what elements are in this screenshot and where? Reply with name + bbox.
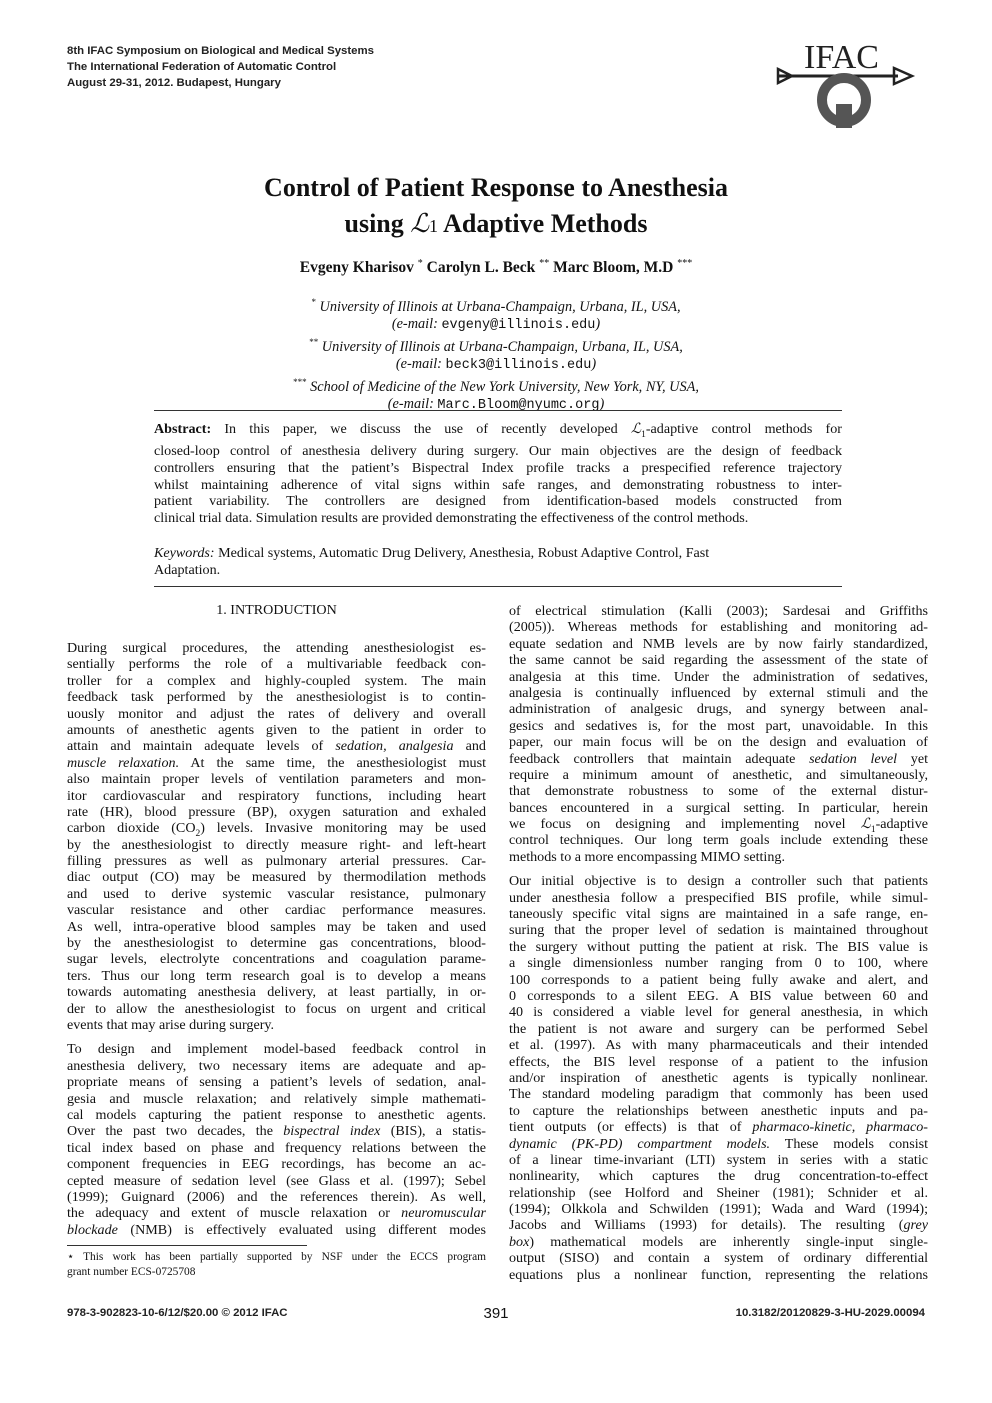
- author-name: Evgeny Kharisov: [299, 259, 414, 277]
- abstract-text: In this paper, we discuss the use of recently developed: [224, 421, 618, 437]
- body-line: gesia and muscle relaxation; and relatively simple mathemati-: [67, 1090, 486, 1107]
- emphasis-text: dynamic (PK-PD) compartment models.: [509, 1135, 771, 1152]
- affiliation-line: [0, 294, 992, 316]
- title-text: using: [344, 209, 404, 238]
- abstract-line: [154, 421, 842, 443]
- body-line: (1994); Olkkola and Schwilden (1991); Wada and Ward (1994);: [509, 1201, 928, 1218]
- body-line: uously monitor and adjust the rates of delivery and overall: [67, 705, 486, 722]
- author-email[interactable]: beck3@illinois.edu: [445, 358, 592, 374]
- emphasis-text: sedation, analgesia: [335, 738, 454, 755]
- math-subscript: 1: [429, 216, 438, 236]
- abstract-line: clinical trial data. Simulation results are provided demonstrating the effectiveness of the control methods.: [154, 509, 749, 526]
- body-line: To design and implement model-based feedback control in: [67, 1041, 486, 1058]
- body-line: During surgical procedures, the attending anesthesiologist es-: [67, 640, 486, 656]
- body-text: At the same time, the anesthesiologist must: [190, 754, 486, 771]
- body-line: 0 corresponds to a silent EEG. A BIS value between 60 and: [509, 987, 928, 1004]
- keywords: [154, 545, 842, 578]
- abstract-line: whilst maintaining adherence of vital signs within safe ranges, and demonstrating robustness to inter-: [154, 476, 842, 493]
- affiliation-line: [0, 334, 992, 356]
- body-line: cepted measure of sedation level (see Glass et al. (1997); Sebel: [67, 1172, 486, 1189]
- body-text: carbon dioxide (CO: [67, 820, 196, 837]
- abstract-label: Abstract:: [154, 421, 212, 437]
- body-text: These models consist: [784, 1135, 929, 1152]
- body-line: by the anesthesiologist to determine gas concentrations, blood-: [67, 935, 486, 952]
- conference-header-line: August 29-31, 2012. Budapest, Hungary: [67, 77, 281, 89]
- body-text: attain and maintain adequate levels of: [67, 738, 324, 755]
- affiliation-institution: School of Medicine of the New York University, New York, NY, USA,: [310, 379, 699, 396]
- footnote-text: This work has been partially supported by NSF under the ECCS program: [83, 1251, 486, 1263]
- body-line: cal models capturing the patient response to anesthetic agents.: [67, 1106, 486, 1123]
- body-line: itor cardiovascular and respiratory functions, including heart: [67, 787, 486, 804]
- body-text: Jacobs and Williams (1993) for details). The resulting (: [509, 1217, 904, 1234]
- body-text: ) mathematical models are inherently single-input single-: [529, 1233, 928, 1250]
- body-line: propriate means of sensing a patient’s levels of sedation, anal-: [67, 1074, 486, 1091]
- body-line: rate (HR), blood pressure (BP), oxygen saturation and exhaled: [67, 803, 486, 820]
- footnote-line: [67, 1250, 486, 1265]
- keywords-label: Keywords:: [154, 545, 215, 561]
- body-line: vascular resistance and other cardiac performance measures.: [67, 902, 486, 919]
- body-line: a single dimensionless number ranging from 0 to 100, where: [509, 955, 928, 972]
- affiliation-mark: **: [309, 337, 319, 348]
- affiliations: [0, 294, 992, 415]
- email-label: (e-mail:: [387, 396, 434, 413]
- math-symbol-L: ℒ: [410, 209, 429, 239]
- body-line: Our initial objective is to design a controller such that patients: [509, 873, 928, 890]
- author-email[interactable]: evgeny@illinois.edu: [441, 317, 596, 333]
- body-line: effects, the BIS level response of a patient to the infusion: [509, 1053, 928, 1070]
- body-line: control techniques. Our long term goals include extending these: [509, 832, 928, 849]
- emphasis-text: pharmaco-kinetic, pharmaco-: [752, 1119, 928, 1136]
- body-line: 40 is considered a viable level for general anesthesia, in which: [509, 1004, 928, 1021]
- body-line: nonlinearity, which captures the drug concentration-to-effect: [509, 1168, 928, 1185]
- email-label: (e-mail:: [391, 315, 438, 332]
- body-line: gesics and sedatives is, for the most part, unavoidable. In this: [509, 717, 928, 734]
- math-subscript: 1: [870, 824, 876, 835]
- author-mark: ***: [677, 258, 693, 269]
- author-name: Carolyn L. Beck: [426, 259, 536, 277]
- body-line: (1999); Guignard (2006) and the references therein). As well,: [67, 1188, 486, 1205]
- email-label: (e-mail:: [395, 356, 442, 373]
- body-line: [509, 1234, 928, 1250]
- abstract-text: -adaptive control methods for: [645, 421, 842, 437]
- body-line: der to allow the anesthesiologist to focus on urgent and critical: [67, 1000, 486, 1017]
- ifac-logo-text: IFAC: [804, 39, 879, 76]
- author-email[interactable]: Marc.Bloom@nyumc.org: [437, 398, 600, 414]
- body-line: the patient is not aware and surgery can be performed Sebel: [509, 1020, 928, 1037]
- abstract-line: patient variability. The controllers are designed from identification-based models constructed from: [154, 493, 842, 510]
- body-line: As well, intra-operative blood samples may be taken and used: [67, 918, 486, 935]
- conference-header-line: The International Federation of Automatic Control: [67, 61, 337, 73]
- body-text: (BIS), a statis-: [390, 1123, 486, 1140]
- body-line: equate sedation and NMB levels are by now fairly standardized,: [509, 635, 928, 652]
- math-symbol-L: ℒ: [860, 816, 871, 833]
- body-line: sugar levels, electrolyte concentrations and coagulation parame-: [67, 951, 486, 968]
- body-line: [67, 755, 486, 771]
- body-line: the same cannot be said regarding the assessment of the state of: [509, 652, 928, 669]
- footer-doi[interactable]: 10.3182/20120829-3-HU-2029.00094: [735, 1307, 925, 1319]
- body-line: of a linear time-invariant (LTI) system in series with a static: [509, 1151, 928, 1168]
- body-text: (NMB) is effectively evaluated using different modes: [130, 1221, 486, 1238]
- body-line: and used to derive systemic vascular resistance, pulmonary: [67, 885, 486, 902]
- math-subscript: 1: [641, 429, 646, 440]
- body-line: equations plus a nonlinear function, representing the relations: [509, 1266, 928, 1283]
- body-line: (2005)). Whereas methods for establishing and monitoring ad-: [509, 619, 928, 636]
- affiliation-email-line: [0, 316, 992, 334]
- footnote-rule: [67, 1245, 307, 1246]
- title-text: Adaptive Methods: [443, 209, 648, 238]
- paper-title: [0, 170, 992, 244]
- body-line: amounts of anesthetic agents given to the patient in order to: [67, 721, 486, 738]
- body-line: the surgery without putting the patient at risk. The BIS value is: [509, 938, 928, 955]
- body-line: et al. (1997). As with many pharmaceuticals and their intended: [509, 1037, 928, 1054]
- footnote: [67, 1250, 486, 1280]
- body-line: paper, our main focus will be on the design and evaluation of: [509, 734, 928, 751]
- conference-header: [67, 43, 374, 91]
- chem-subscript: 2: [195, 829, 201, 840]
- body-line: tical index based on phase and frequency relations between the: [67, 1139, 486, 1156]
- abstract-line: controllers ensuring that the patient’s Bispectral Index profile tracks a prespecified reference trajectory: [154, 460, 842, 476]
- author-mark: *: [417, 258, 423, 269]
- body-text: we focus on designing and implementing novel: [509, 816, 846, 833]
- body-line: administration of analgesic drugs, and synergy between anal-: [509, 701, 928, 718]
- emphasis-text: blockade: [67, 1221, 118, 1238]
- emphasis-text: muscle relaxation.: [67, 754, 180, 771]
- affiliation-institution: University of Illinois at Urbana-Champaign, Urbana, IL, USA,: [319, 298, 681, 315]
- body-line: ters. Thus our long term research goal is to develop a means: [67, 967, 486, 984]
- keywords-line: Adaptation.: [154, 561, 221, 578]
- body-text: Over the past two decades, the: [67, 1123, 273, 1140]
- body-line: towards automating anesthesia delivery, at least partially, in or-: [67, 984, 486, 1001]
- body-line: bances encountered in a surgical setting. In particular, herein: [509, 799, 928, 816]
- body-line: that demonstrate robustness to some of the external distur-: [509, 783, 928, 800]
- left-column: [67, 640, 486, 1238]
- author-name: Marc Bloom, M.D: [553, 259, 674, 277]
- footer-isbn: 978-3-902823-10-6/12/$20.00 © 2012 IFAC: [67, 1307, 288, 1319]
- body-line: require a minimum amount of anesthetic, and simultaneously,: [509, 766, 928, 783]
- body-line: 100 corresponds to a patient being fully awake and alert, and: [509, 971, 928, 988]
- title-line-2: [0, 206, 992, 244]
- keywords-line: [154, 545, 842, 562]
- emphasis-text: neuromuscular: [401, 1205, 486, 1222]
- emphasis-text: sedation level: [809, 750, 898, 767]
- body-line: [509, 816, 928, 835]
- body-line: [509, 751, 928, 767]
- body-line: anesthesia delivery, two necessary items are adequate and ap-: [67, 1057, 486, 1074]
- body-text: feedback controllers that maintain adequate: [509, 750, 796, 767]
- body-line: sentially performs the role of a multivariable feedback con-: [67, 656, 486, 673]
- body-line: also maintain proper levels of ventilation parameters and mon-: [67, 771, 486, 788]
- affiliation-mark: ***: [293, 377, 307, 388]
- affiliation-email-line: [0, 356, 992, 374]
- right-column: [509, 603, 928, 1283]
- body-line: by the anesthesiologist to directly measure right- and left-heart: [67, 836, 486, 853]
- body-text: and: [465, 738, 486, 755]
- abstract-top-rule: [154, 410, 842, 411]
- emphasis-text: box: [509, 1233, 530, 1250]
- footnote-mark: ⋆: [67, 1251, 75, 1263]
- body-text: tient outputs (or effects) is that of: [509, 1119, 742, 1136]
- body-line: feedback task performed by the anesthesiologist is to contin-: [67, 689, 486, 706]
- keywords-bottom-rule: [154, 586, 842, 587]
- author-list: [0, 258, 992, 277]
- body-line: [509, 1119, 928, 1135]
- body-line: [509, 1217, 928, 1233]
- body-line: relationship (see Holford and Sheiner (1981); Schnider et al.: [509, 1184, 928, 1201]
- body-line: under anesthesia follow a prespecified BIS profile, while simul-: [509, 889, 928, 906]
- ifac-logo: [774, 38, 924, 130]
- body-line: [509, 1136, 928, 1152]
- email-close: ): [595, 315, 601, 332]
- math-symbol-L: ℒ: [630, 421, 642, 437]
- body-line: of electrical stimulation (Kalli (2003); Sardesai and Griffiths: [509, 603, 928, 619]
- body-line: analgesia at this time. Under the administration of sedatives,: [509, 668, 928, 685]
- affiliation-email-line: [0, 396, 992, 414]
- affiliation-line: [0, 374, 992, 396]
- affiliation-mark: *: [311, 297, 316, 307]
- body-line: [67, 1123, 486, 1139]
- page-number: 391: [483, 1305, 509, 1322]
- abstract: [154, 421, 842, 526]
- body-line: to capture the relationships between anesthetic inputs and pa-: [509, 1102, 928, 1119]
- author-mark: **: [539, 258, 550, 269]
- body-line: output (SISO) and contain a system of ordinary differential: [509, 1250, 928, 1267]
- body-text: the adequacy and extent of muscle relaxation or: [67, 1205, 391, 1222]
- body-line: [67, 738, 486, 754]
- body-line: events that may arise during surgery.: [67, 1016, 275, 1033]
- abstract-line: closed-loop control of anesthesia delivery during surgery. Our main objectives are the design of feedback: [154, 443, 842, 460]
- body-line: The standard modeling paradigm that commonly has been used: [509, 1086, 928, 1103]
- body-text: ) levels. Invasive monitoring may be used: [200, 820, 486, 837]
- body-line: component frequencies in EEG recordings, has become an ac-: [67, 1156, 486, 1173]
- keywords-text: Medical systems, Automatic Drug Delivery, Anesthesia, Robust Adaptive Control, Fast: [218, 545, 710, 561]
- email-close: ): [591, 356, 597, 373]
- body-line: [67, 1222, 486, 1238]
- body-text: yet: [910, 750, 929, 767]
- emphasis-text: bispectral index: [283, 1123, 381, 1140]
- email-close: ): [599, 396, 605, 413]
- body-line: taneously specific vital signs are maintained in a safe range, en-: [509, 906, 928, 923]
- title-line-1: Control of Patient Response to Anesthesia: [264, 173, 728, 202]
- body-line: filling pressures as well as pulmonary arterial pressures. Car-: [67, 853, 486, 870]
- body-line: and/or inspiration of anesthetic agents is typically nonlinear.: [509, 1069, 928, 1086]
- body-line: troller for a complex and highly-coupled system. The main: [67, 672, 486, 689]
- body-line: [67, 1205, 486, 1221]
- body-line: [67, 820, 486, 840]
- body-line: analgesia is continually influenced by external stimuli and the: [509, 684, 928, 701]
- conference-header-line: 8th IFAC Symposium on Biological and Medical Systems: [67, 45, 374, 57]
- affiliation-institution: University of Illinois at Urbana-Champaign, Urbana, IL, USA,: [321, 338, 683, 355]
- body-text: -adaptive: [875, 816, 928, 833]
- body-line: methods to a more encompassing MIMO setting.: [509, 848, 785, 865]
- emphasis-text: grey: [903, 1217, 928, 1234]
- footnote-line: grant number ECS-0725708: [67, 1266, 196, 1278]
- body-line: suring that the proper level of sedation is maintained throughout: [509, 922, 928, 939]
- body-line: diac output (CO) may be measured by thermodilation methods: [67, 869, 486, 886]
- section-heading-introduction: 1. INTRODUCTION: [216, 602, 337, 618]
